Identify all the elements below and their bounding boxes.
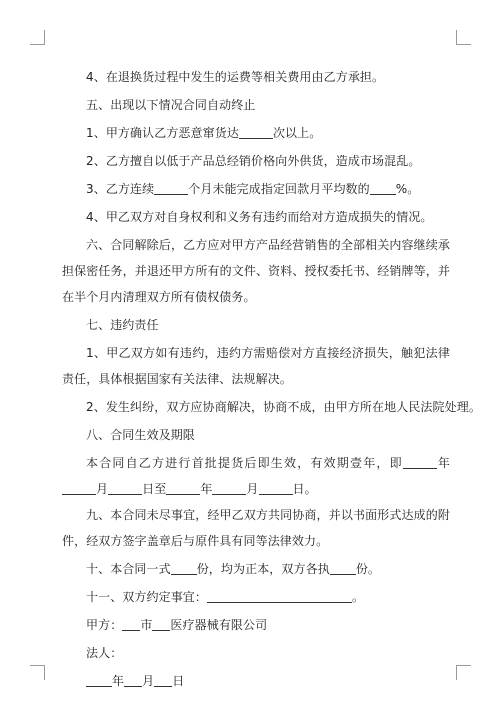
crop-mark-top-left — [30, 30, 45, 45]
clause-breach-loss — [62, 204, 450, 230]
signature-party-a — [62, 612, 450, 638]
blank-field[interactable] — [403, 454, 437, 469]
text: 月 — [96, 482, 109, 496]
paragraph-after-termination — [62, 232, 450, 310]
heading-liability — [62, 312, 450, 338]
blank-field[interactable] — [86, 672, 112, 687]
text: 七、违约责任 — [86, 318, 159, 332]
text: 医疗器械有限公司 — [170, 618, 268, 632]
heading-auto-termination — [62, 92, 450, 118]
text: 日 — [172, 674, 185, 688]
text: 甲方： — [86, 618, 123, 632]
document-body — [62, 64, 481, 696]
text: 月 — [142, 674, 155, 688]
blank-field[interactable] — [239, 124, 273, 139]
clause-payment-target — [62, 176, 450, 202]
blank-field[interactable] — [330, 560, 356, 575]
crop-mark-top-right — [456, 30, 471, 45]
text: 份。 — [355, 562, 381, 576]
text: 九、本合同未尽事宜，经甲乙双方共同协商，并以书面形式达成的附件，经双方签字盖章后与原件具有同等法律效力。 — [62, 508, 450, 548]
text: 八、合同生效及期限 — [86, 428, 195, 442]
blank-field[interactable] — [124, 672, 142, 687]
text: 五、出现以下情况合同自动终止 — [86, 98, 256, 112]
crop-mark-bottom-right — [456, 665, 471, 680]
text: 年 — [112, 674, 125, 688]
text: 4、甲乙双方对自身权利和义务有违约而给对方造成损失的情况。 — [86, 210, 433, 224]
text: 十一、双方约定事宜： — [86, 590, 208, 604]
clause-supplement — [62, 502, 450, 554]
text: 2、乙方擅自以低于产品总经销价格向外供货，造成市场混乱。 — [86, 154, 421, 168]
blank-field[interactable] — [370, 180, 396, 195]
text: 2、发生纠纷，双方应协商解决，协商不成，由甲方所在地人民法院处理。 — [86, 400, 481, 414]
blank-field[interactable] — [171, 560, 197, 575]
text: 十、本合同一式 — [86, 562, 171, 576]
text: 年 — [200, 482, 213, 496]
blank-field[interactable] — [259, 480, 293, 495]
clause-dispute — [62, 394, 481, 420]
text: 次以上。 — [272, 126, 322, 140]
paragraph-return-freight — [62, 64, 450, 90]
text: 六、合同解除后，乙方应对甲方产品经营销售的全部相关内容继续承担保密任务，并退还甲方所有的文件、资料、授权委托书、经销牌等，并在半个月内清理双方所有债权债务。 — [62, 238, 450, 304]
text: 1、甲方确认乙方恶意窜货达 — [86, 126, 239, 140]
blank-field[interactable] — [152, 616, 170, 631]
clause-validity-period — [62, 450, 450, 502]
blank-field[interactable] — [212, 480, 246, 495]
text: 日。 — [292, 482, 317, 496]
text: 个月未能完成指定回款月平均数的 — [188, 182, 370, 196]
clause-agreed-matters — [62, 584, 450, 610]
text: 法人： — [86, 646, 123, 660]
crop-mark-bottom-left — [30, 665, 45, 680]
blank-field[interactable] — [207, 588, 352, 603]
text: 1、甲乙双方如有违约，违约方需赔偿对方直接经济损失，触犯法律责任，具体根据国家有关法律、法规解决。 — [62, 346, 450, 386]
text: 市 — [140, 618, 153, 632]
clause-copies — [62, 556, 450, 582]
text: 。 — [352, 590, 365, 604]
text: 本合同自乙方进行首批提货后即生效，有效期壹年，即 — [86, 456, 403, 470]
text: 3、乙方连续 — [86, 182, 155, 196]
clause-compensation — [62, 340, 450, 392]
text: 月 — [246, 482, 259, 496]
signature-date — [62, 668, 450, 694]
blank-field[interactable] — [122, 616, 140, 631]
blank-field[interactable] — [154, 672, 172, 687]
blank-field[interactable] — [62, 480, 96, 495]
clause-low-price-supply — [62, 148, 450, 174]
text: 4、在退换货过程中发生的运费等相关费用由乙方承担。 — [86, 70, 385, 84]
clause-cross-selling — [62, 120, 450, 146]
heading-effective-term — [62, 422, 450, 448]
blank-field[interactable] — [166, 480, 200, 495]
blank-field[interactable] — [108, 480, 142, 495]
text: %。 — [395, 182, 420, 196]
text: 份，均为正本，双方各执 — [196, 562, 330, 576]
blank-field[interactable] — [154, 180, 188, 195]
signature-legal-rep — [62, 640, 450, 666]
text: 日至 — [142, 482, 167, 496]
text: 年 — [436, 456, 450, 470]
